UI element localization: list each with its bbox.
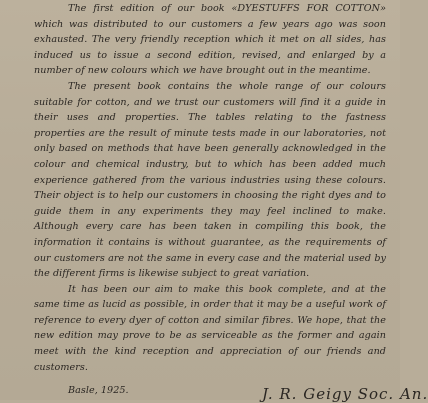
- paragraph-present-book: The present book contains the whole range of our colours suitable for cotton, and we trust our customers will find it a guide in their uses and properties. The tables relating to the fastness properties are the result of minute tests made in our laboratories, not only based on methods that have been generally acknowledged in the colour and chemical industry, but to which has been added much experience gathered from the various industries using these colours. Their object is to help our customers in choosing the right dyes and to guide them in any experiments they may feel inclined to make. Although every care has been taken in compiling this book, the information it contains is without guarantee, as the requirements of our customers are not the same in every case and the material used by the different firms is likewise subject to great variation.: [34, 80, 386, 280]
- preface-text: [34, 1, 386, 399]
- paragraph-aim: It has been our aim to make this book complete, and at the same time as lucid as possible, in order that it may be a useful work of reference to every dyer of cotton and similar fibres. We hope, that the new edition may prove to be as serviceable as the former and again meet with the kind reception and appreciation of our friends and customers.: [34, 283, 386, 373]
- paragraph-first-edition: The first edition of our book «DYESTUFFS FOR COTTON» which was distributed to our customers a few years ago was soon exhausted. The very friendly reception which it met on all sides, has induced us to issue a second edition, revised, and enlarged by a number of new colours which we have brought out in the meantime.: [34, 3, 386, 77]
- date-line: Basle, 1925.: [68, 385, 129, 397]
- signature: J. R. Geigy Soc. An.: [262, 385, 428, 403]
